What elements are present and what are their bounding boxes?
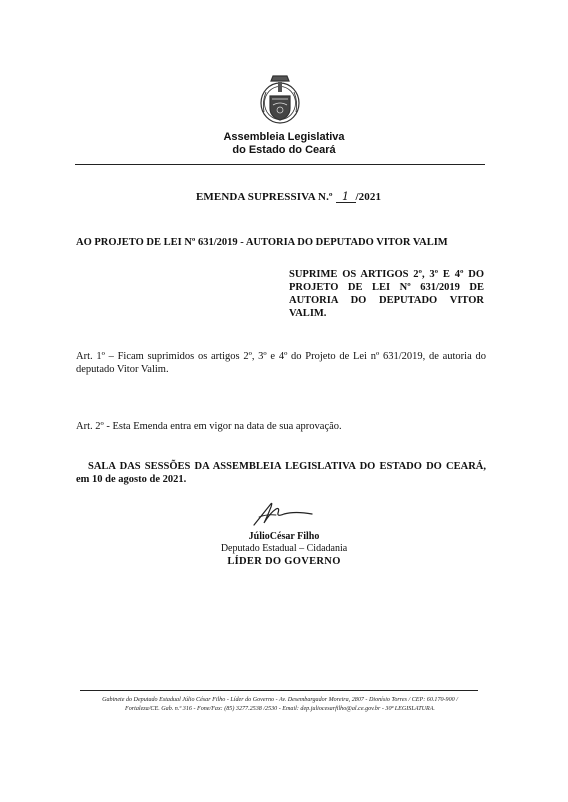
title-suffix: /2021 bbox=[355, 191, 382, 203]
signer-role: Deputado Estadual – Cidadania bbox=[220, 543, 348, 554]
signer-title: LÍDER DO GOVERNO bbox=[227, 556, 341, 567]
title-prefix: EMENDA SUPRESSIVA N.º bbox=[196, 191, 333, 203]
bill-subject: AO PROJETO DE LEI Nº 631/2019 - AUTORIA DO DEPUTADO VITOR VALIM bbox=[76, 237, 448, 248]
office-footer bbox=[80, 696, 480, 714]
header-divider bbox=[75, 164, 485, 165]
amendment-summary: SUPRIME OS ARTIGOS 2º, 3º E 4º DO PROJETO DE LEI Nº 631/2019 DE AUTORIA DO DEPUTADO VITOR VALIM. bbox=[289, 269, 484, 319]
closing-statement: SALA DAS SESSÕES DA ASSEMBLEIA LEGISLATIVA DO ESTADO DO CEARÁ, em 10 de agosto de 2021. bbox=[76, 461, 486, 485]
article-2: Art. 2º - Esta Emenda entra em vigor na data de sua aprovação. bbox=[76, 421, 342, 432]
state-coat-of-arms-seal bbox=[258, 72, 302, 126]
amendment-number: 1 bbox=[336, 191, 356, 203]
institution-name-line2: do Estado do Ceará bbox=[232, 144, 336, 156]
document-title bbox=[196, 191, 381, 203]
footer-divider bbox=[80, 690, 478, 691]
institution-name-line1: Assembleia Legislativa bbox=[223, 131, 345, 143]
signer-name: JúlioCésar Filho bbox=[248, 531, 320, 542]
footer-line1: Gabinete do Deputado Estadual Júlio César Filho - Líder do Governo - Av. Desembargador Moreira, 2807 - Dionísio Torres / CEP: 60.170-900 / bbox=[102, 697, 458, 703]
institution-name bbox=[0, 131, 568, 157]
article-1: Art. 1º – Ficam suprimidos os artigos 2º, 3º e 4º do Projeto de Lei nº 631/2019, de autoria do deputado Vitor Valim. bbox=[76, 351, 486, 375]
footer-line2: Fortaleza/CE. Gab. n.º 316 - Fone/Fax: (85) 3277.2538 /2530 - Email: dep.juliocesarfilho@al.ce.gov.br - 30ª LEGISLATURA. bbox=[125, 706, 435, 712]
handwritten-signature bbox=[240, 497, 330, 527]
